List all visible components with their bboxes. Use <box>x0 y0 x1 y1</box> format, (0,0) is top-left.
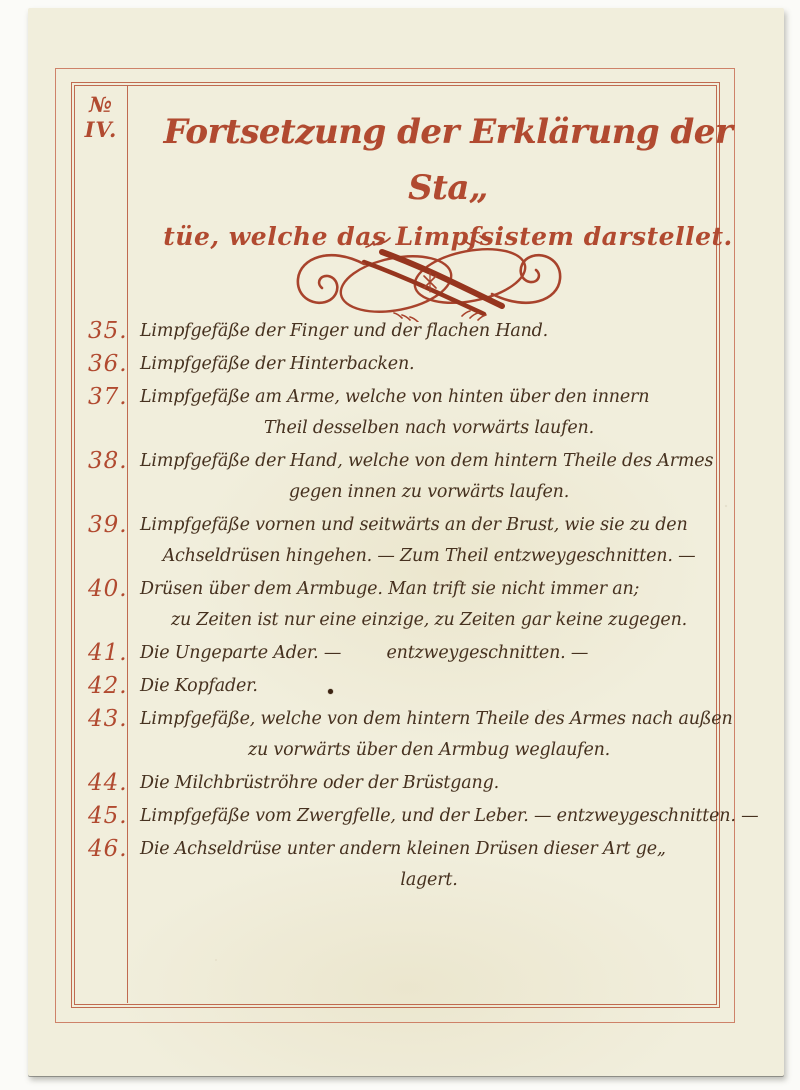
item-number: 45. <box>88 803 128 829</box>
item-text-line: Limpfgefäße vornen und seitwärts an der Brust, wie sie zu den <box>140 515 688 535</box>
item-text-line: Die Kopfader. <box>140 676 258 696</box>
item-text-line: gegen innen zu vorwärts laufen. <box>288 482 570 502</box>
flourish-icon <box>278 234 578 322</box>
item-text-line: Limpfgefäße am Arme, welche von hinten über den innern <box>140 387 650 407</box>
item-number: 36. <box>88 351 128 377</box>
item-text-line: Achseldrüsen hingehen. — Zum Theil entzweygeschnitten. — <box>162 546 696 566</box>
list-item <box>82 834 718 896</box>
item-number: 43. <box>88 706 128 732</box>
item-text <box>130 382 718 444</box>
item-text-line: lagert. <box>400 870 458 890</box>
item-text-line: Die Achseldrüse unter andern kleinen Drüsen dieser Art ge„ <box>140 839 666 859</box>
item-text-line: zu vorwärts über den Armbug weglaufen. <box>247 740 611 760</box>
list-item <box>82 638 718 669</box>
item-text <box>130 510 718 572</box>
list-item <box>82 704 733 766</box>
list-item <box>82 768 718 799</box>
page-title-line2: tüe, welche das Limpfsistem darstellet. <box>163 222 733 251</box>
item-number: 35. <box>88 318 128 344</box>
item-text <box>130 801 759 832</box>
sheet-number-label: № IV. <box>84 92 118 142</box>
item-text-line: Limpfgefäße vom Zwergfelle, und der Leber. — entzweygeschnitten. — <box>140 806 759 826</box>
item-text-line: Limpfgefäße der Finger und der flachen Hand. <box>140 321 549 341</box>
item-text <box>130 834 718 896</box>
ink-spot <box>328 689 333 694</box>
item-text <box>130 349 718 380</box>
list-item <box>82 316 718 347</box>
list-item <box>82 671 718 702</box>
item-number: 39. <box>88 512 128 538</box>
item-text-line: Drüsen über dem Armbuge. Man trift sie nicht immer an; <box>140 579 640 599</box>
item-text-line: Die Ungeparte Ader. — entzweygeschnitten. — <box>140 643 589 663</box>
item-number: 46. <box>88 836 128 862</box>
calligraphic-flourish-ornament <box>278 234 578 322</box>
item-text-line: Limpfgefäße der Hinterbacken. <box>140 354 415 374</box>
list-item <box>82 574 718 636</box>
manuscript-page <box>28 8 784 1076</box>
item-text-line: zu Zeiten ist nur eine einzige, zu Zeiten gar keine zugegen. <box>170 610 688 630</box>
item-text-line: Limpfgefäße, welche von dem hintern Theile des Armes nach außen <box>140 709 733 729</box>
list-item <box>82 801 759 832</box>
item-number: 37. <box>88 384 128 410</box>
item-text <box>130 671 718 702</box>
list-item <box>82 446 718 508</box>
item-text-line: Die Milchbrüströhre oder der Brüstgang. <box>140 773 499 793</box>
list-item <box>82 382 718 444</box>
item-number: 41. <box>88 640 128 666</box>
item-number: 38. <box>88 448 128 474</box>
item-text <box>130 704 733 766</box>
item-text-line: Theil desselben nach vorwärts laufen. <box>264 418 594 438</box>
item-number: 44. <box>88 770 128 796</box>
item-text <box>130 316 718 347</box>
item-text-line: Limpfgefäße der Hand, welche von dem hintern Theile des Armes <box>140 451 714 471</box>
item-list <box>82 316 759 898</box>
item-text <box>130 446 718 508</box>
list-item <box>82 510 718 572</box>
item-text <box>130 638 718 669</box>
item-text <box>130 574 718 636</box>
item-text <box>130 768 718 799</box>
item-number: 40. <box>88 576 128 602</box>
list-item <box>82 349 718 380</box>
item-number: 42. <box>88 673 128 699</box>
page-title-line1: Fortsetzung der Erklärung der Sta„ <box>163 112 733 208</box>
